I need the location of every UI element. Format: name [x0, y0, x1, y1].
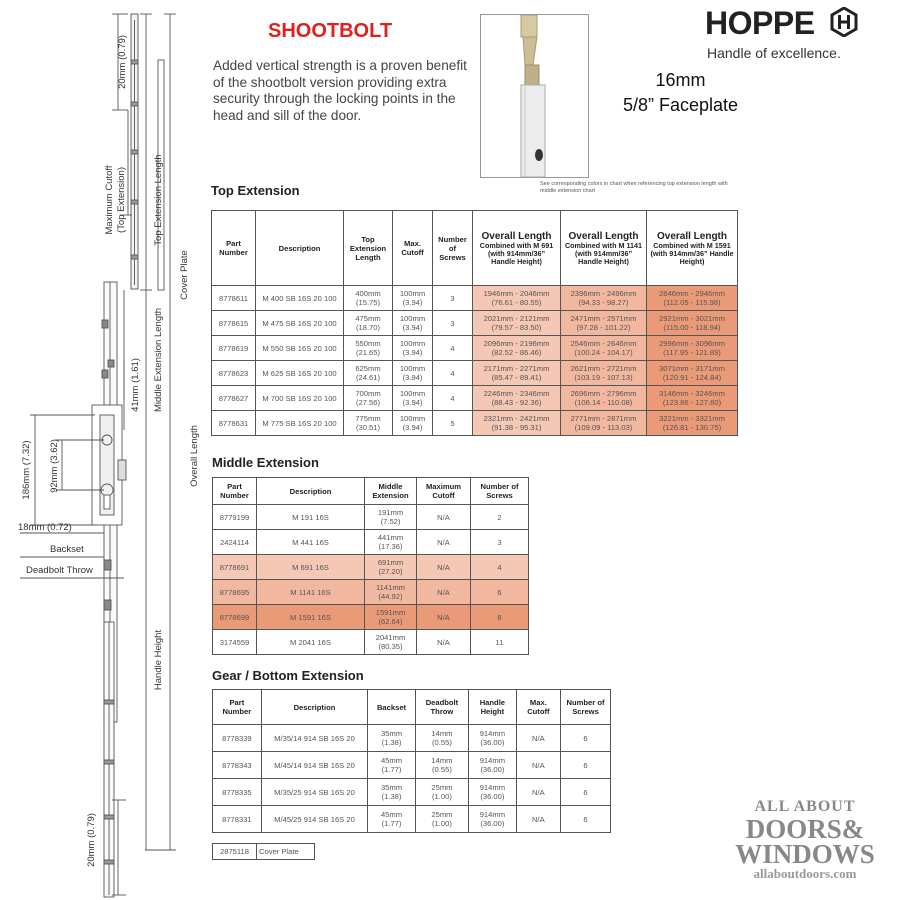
- col-header: Max. Cutoff: [393, 211, 433, 286]
- table-cell: 3146mm - 3246mm (123.86 - 127.80): [647, 386, 738, 411]
- table-cell: N/A: [417, 580, 471, 605]
- col-header: Part Number: [212, 211, 256, 286]
- table-cell: 2996mm - 3096mm (117.95 - 121.89): [647, 336, 738, 361]
- table-cell: 2021mm - 2121mm (79.57 - 83.50): [473, 311, 561, 336]
- table-row: [213, 806, 611, 833]
- table-row: [213, 530, 529, 555]
- table-cell: 2471mm - 2571mm (97.28 - 101.22): [561, 311, 647, 336]
- table-cell: N/A: [516, 779, 560, 806]
- middle-extension-table: [212, 477, 529, 655]
- logo-word: HOPPE: [705, 5, 815, 41]
- table-cell: 100mm (3.94): [393, 286, 433, 311]
- table-cell: M 400 SB 16S 20 100: [256, 286, 344, 311]
- table-row: [213, 630, 529, 655]
- table-cell: N/A: [417, 505, 471, 530]
- col-header-overall: Overall Length Combined with M 1141 (with 914mm/36” Handle Height): [561, 211, 647, 286]
- table-cell: 25mm (1.00): [415, 779, 468, 806]
- col-header: Number of Screws: [561, 690, 611, 725]
- table-cell: 441mm (17.36): [365, 530, 417, 555]
- section-title-shootbolt: SHOOTBOLT: [268, 20, 393, 42]
- faceplate-width: 16mm: [655, 70, 706, 90]
- table-row: [213, 605, 529, 630]
- table-cell: 100mm (3.94): [393, 411, 433, 436]
- cover-plate-desc: Cover Plate: [257, 844, 315, 860]
- table-cell: N/A: [417, 605, 471, 630]
- table-cell: 775mm (30.51): [344, 411, 393, 436]
- table-cell: 2041mm (80.35): [365, 630, 417, 655]
- dim-max-cutoff-sub: (Top Extension): [116, 166, 127, 234]
- table-cell: 8778631: [212, 411, 256, 436]
- table-cell: 3: [471, 530, 529, 555]
- table-cell: 3174559: [213, 630, 257, 655]
- gear-extension-table: [212, 689, 611, 833]
- table-cell: M 700 SB 16S 20 100: [256, 386, 344, 411]
- col-header: Number of Screws: [433, 211, 473, 286]
- table-row: [213, 505, 529, 530]
- dim-max-cutoff: Maximum Cutoff: [104, 165, 115, 235]
- col-header-overall: Overall Length Combined with M 691 (with 914mm/36” Handle Height): [473, 211, 561, 286]
- table-cell: 2246mm - 2346mm (88.43 - 92.36): [473, 386, 561, 411]
- table-row: [213, 779, 611, 806]
- table-row: [213, 580, 529, 605]
- table-cell: 8778611: [212, 286, 256, 311]
- table-cell: 2424114: [213, 530, 257, 555]
- cover-plate-table: [212, 843, 315, 860]
- table-cell: 8778615: [212, 311, 256, 336]
- table-cell: 550mm (21.65): [344, 336, 393, 361]
- table-cell: M 191 16S: [257, 505, 365, 530]
- table-cell: 4: [433, 386, 473, 411]
- dim-backset: Backset: [50, 544, 84, 555]
- table-cell: M 691 16S: [257, 555, 365, 580]
- table-cell: 2921mm - 3021mm (115.00 - 118.94): [647, 311, 738, 336]
- dim-top-20: 20mm (0.79): [117, 35, 128, 89]
- table-cell: 700mm (27.56): [344, 386, 393, 411]
- table-cell: 45mm (1.77): [368, 806, 416, 833]
- col-header: Max. Cutoff: [516, 690, 560, 725]
- table-cell: N/A: [417, 630, 471, 655]
- table-cell: 100mm (3.94): [393, 361, 433, 386]
- table-cell: 25mm (1.00): [415, 806, 468, 833]
- table-cell: 2396mm - 2496mm (94.33 - 98.27): [561, 286, 647, 311]
- dim-overall: Overall Length: [189, 425, 200, 487]
- gear-extension-title: Gear / Bottom Extension: [212, 668, 364, 683]
- table-cell: 1591mm (62.64): [365, 605, 417, 630]
- table-cell: 914mm (36.00): [469, 725, 517, 752]
- table-cell: 625mm (24.61): [344, 361, 393, 386]
- table-cell: 2846mm - 2946mm (112.05 - 115.98): [647, 286, 738, 311]
- table-cell: 2: [471, 505, 529, 530]
- table-cell: 6: [471, 580, 529, 605]
- table-cell: 914mm (36.00): [469, 779, 517, 806]
- table-cell: N/A: [516, 806, 560, 833]
- table-cell: M/45/25 914 SB 16S 20: [261, 806, 367, 833]
- table-cell: N/A: [516, 725, 560, 752]
- table-cell: M 775 SB 16S 20 100: [256, 411, 344, 436]
- col-header-overall: Overall Length Combined with M 1591 (with 914mm/36” Handle Height): [647, 211, 738, 286]
- dim-handle-height: Handle Height: [153, 629, 164, 691]
- table-row: [212, 386, 738, 411]
- table-cell: 45mm (1.77): [368, 752, 416, 779]
- table-cell: 691mm (27.20): [365, 555, 417, 580]
- table-cell: M 550 SB 16S 20 100: [256, 336, 344, 361]
- table-cell: 4: [433, 361, 473, 386]
- dim-18: 18mm (0.72): [18, 522, 72, 533]
- table-cell: 8778627: [212, 386, 256, 411]
- col-header: Description: [261, 690, 367, 725]
- table-cell: M 475 SB 16S 20 100: [256, 311, 344, 336]
- table-cell: 8778339: [213, 725, 262, 752]
- top-extension-title: Top Extension: [211, 183, 300, 198]
- table-cell: 914mm (36.00): [469, 806, 517, 833]
- dim-92: 92mm (3.62): [49, 439, 60, 493]
- table-cell: 14mm (0.55): [415, 725, 468, 752]
- middle-extension-title: Middle Extension: [212, 455, 319, 470]
- table-cell: 100mm (3.94): [393, 386, 433, 411]
- col-header: Deadbolt Throw: [415, 690, 468, 725]
- table-cell: 3: [433, 286, 473, 311]
- table-row: [212, 361, 738, 386]
- dim-41: 41mm (1.61): [130, 358, 141, 412]
- table-cell: 8778619: [212, 336, 256, 361]
- table-cell: 8778335: [213, 779, 262, 806]
- table-row: [212, 411, 738, 436]
- table-row: [212, 311, 738, 336]
- table-cell: 8778691: [213, 555, 257, 580]
- dim-middle-ext-length: Middle Extension Length: [153, 307, 164, 413]
- col-header: Middle Extension: [365, 478, 417, 505]
- table-cell: 14mm (0.55): [415, 752, 468, 779]
- chart-note: See corresponding colors in chart when referencing top extension length with middle extension chart: [540, 181, 728, 194]
- table-cell: N/A: [417, 530, 471, 555]
- top-extension-table: [211, 210, 738, 436]
- table-cell: M 2041 16S: [257, 630, 365, 655]
- table-cell: 3: [433, 311, 473, 336]
- dim-bottom-20: 20mm (0.79): [86, 813, 97, 867]
- faceplate-image: [481, 15, 588, 177]
- watermark-top: ALL ABOUT: [754, 798, 856, 815]
- watermark-url: allaboutdoors.com: [753, 866, 857, 881]
- table-cell: M 441 16S: [257, 530, 365, 555]
- table-cell: 11: [471, 630, 529, 655]
- table-cell: 3221mm - 3321mm (126.81 - 130.75): [647, 411, 738, 436]
- faceplate-label: [588, 68, 773, 118]
- intro-text: Added vertical strength is a proven benefit of the shootbolt version providing extra security through the locking points in the head and sill of the door.: [213, 58, 467, 123]
- dim-deadbolt: Deadbolt Throw: [26, 565, 93, 576]
- table-cell: 8778343: [213, 752, 262, 779]
- logo-h-icon: [829, 7, 859, 37]
- table-row: [213, 725, 611, 752]
- faceplate-width-inch: 5/8” Faceplate: [622, 95, 739, 115]
- table-cell: 8778623: [212, 361, 256, 386]
- table-cell: M/45/14 914 SB 16S 20: [261, 752, 367, 779]
- table-cell: 6: [561, 779, 611, 806]
- watermark-doors: DOORS&: [745, 814, 865, 844]
- table-cell: 3071mm - 3171mm (120.91 - 124.84): [647, 361, 738, 386]
- logo-tagline: Handle of excellence.: [707, 45, 841, 61]
- allaboutdoors-watermark: [725, 798, 885, 882]
- table-cell: 8: [471, 605, 529, 630]
- col-header: Maximum Cutoff: [417, 478, 471, 505]
- table-cell: 6: [561, 806, 611, 833]
- faceplate-photo: [480, 14, 589, 178]
- table-cell: 914mm (36.00): [469, 752, 517, 779]
- table-cell: 475mm (18.70): [344, 311, 393, 336]
- table-cell: 2771mm - 2871mm (109.09 - 113.03): [561, 411, 647, 436]
- table-cell: 35mm (1.38): [368, 725, 416, 752]
- table-row: [212, 336, 738, 361]
- col-header: Number of Screws: [471, 478, 529, 505]
- table-cell: 2321mm - 2421mm (91.38 - 95.31): [473, 411, 561, 436]
- table-cell: 8779199: [213, 505, 257, 530]
- table-cell: 1141mm (44.92): [365, 580, 417, 605]
- table-cell: 35mm (1.38): [368, 779, 416, 806]
- table-cell: M/35/25 914 SB 16S 20: [261, 779, 367, 806]
- table-cell: 1946mm - 2046mm (76.61 - 80.55): [473, 286, 561, 311]
- col-header: Handle Height: [469, 690, 517, 725]
- table-cell: 2621mm - 2721mm (103.19 - 107.13): [561, 361, 647, 386]
- table-cell: 191mm (7.52): [365, 505, 417, 530]
- table-cell: 5: [433, 411, 473, 436]
- dim-186: 186mm (7.32): [21, 440, 32, 500]
- col-header: Backset: [368, 690, 416, 725]
- table-cell: 2171mm - 2271mm (85.47 - 89.41): [473, 361, 561, 386]
- table-cell: 8778699: [213, 605, 257, 630]
- table-cell: 4: [433, 336, 473, 361]
- col-header: Top Extension Length: [344, 211, 393, 286]
- table-cell: 100mm (3.94): [393, 336, 433, 361]
- table-row: [213, 752, 611, 779]
- table-cell: 4: [471, 555, 529, 580]
- hoppe-logo: [705, 5, 865, 65]
- table-row: [212, 286, 738, 311]
- table-cell: 8778331: [213, 806, 262, 833]
- table-cell: N/A: [516, 752, 560, 779]
- cover-plate-part: 2875118: [213, 844, 257, 860]
- table-cell: N/A: [417, 555, 471, 580]
- col-header: Part Number: [213, 690, 262, 725]
- dim-cover-plate: Cover Plate: [179, 250, 190, 300]
- col-header: Part Number: [213, 478, 257, 505]
- table-cell: M 1141 16S: [257, 580, 365, 605]
- watermark-windows: WINDOWS: [735, 839, 875, 869]
- table-cell: 2096mm - 2196mm (82.52 - 86.46): [473, 336, 561, 361]
- table-row: [213, 555, 529, 580]
- table-cell: M/35/14 914 SB 16S 20: [261, 725, 367, 752]
- table-cell: 400mm (15.75): [344, 286, 393, 311]
- table-cell: 8778695: [213, 580, 257, 605]
- table-cell: 6: [561, 752, 611, 779]
- table-cell: 100mm (3.94): [393, 311, 433, 336]
- table-cell: 6: [561, 725, 611, 752]
- table-cell: 2696mm - 2796mm (106.14 - 110.08): [561, 386, 647, 411]
- table-cell: M 1591 16S: [257, 605, 365, 630]
- technical-drawing: [0, 0, 210, 900]
- col-header: Description: [257, 478, 365, 505]
- col-header: Description: [256, 211, 344, 286]
- dim-top-ext-length: Top Extension Length: [153, 154, 164, 246]
- table-cell: 2546mm - 2646mm (100.24 - 104.17): [561, 336, 647, 361]
- table-cell: M 625 SB 16S 20 100: [256, 361, 344, 386]
